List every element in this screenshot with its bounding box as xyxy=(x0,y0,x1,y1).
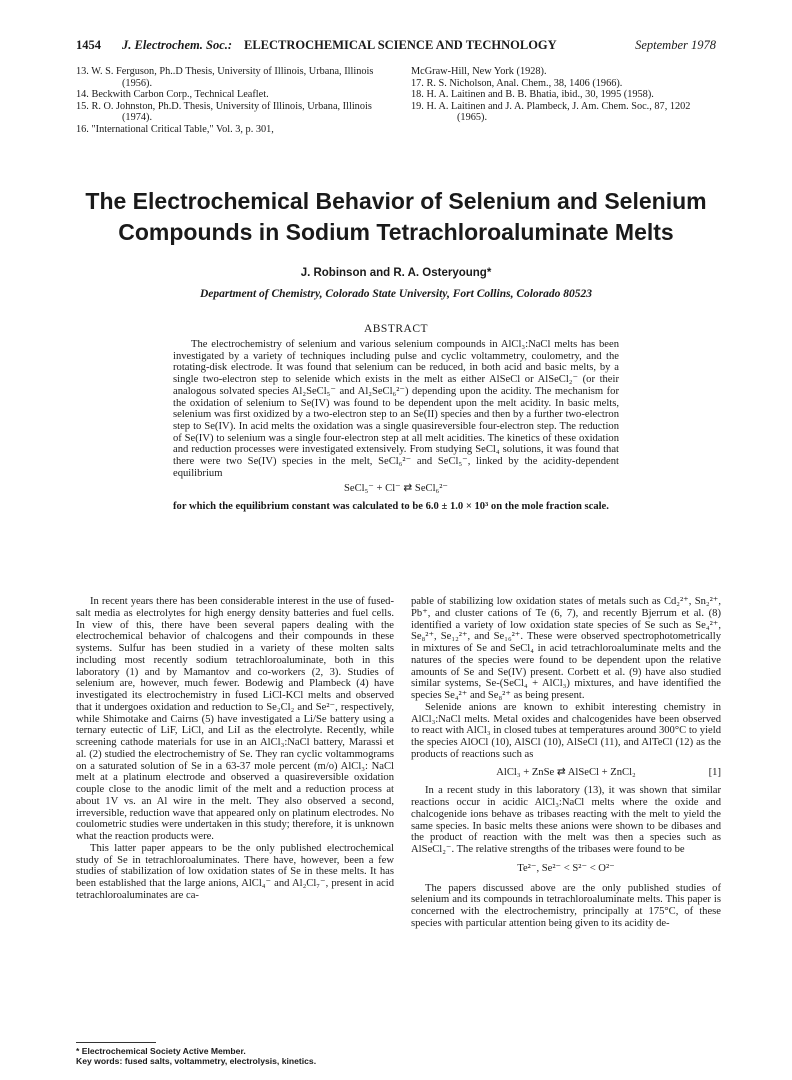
authors: J. Robinson and R. A. Osteryoung* xyxy=(300,267,492,279)
body-paragraph: In a recent study in this laboratory (13), it was shown that similar reactions occur in acidic AlCl₃:NaCl melts where the oxide and chalcogenide ions behave as tribases reacting with the melt to yield the same species. In basic melts these anions were shown to be dibases and the product of reaction with the melt was then a species such as AlSeCl₂⁻. The relative strengths of the tribases were found to be xyxy=(411,785,721,855)
body-paragraph: This latter paper appears to be the only published electrochemical study of Se in tetrachloroaluminates. There have, however, been a few studies of stabilization of low oxidation states of Se in these melts. It has been established that the large anions, AlCl₄⁻ and Al₂Cl₇⁻, present in acid tetrachloroaluminates are ca- xyxy=(76,842,394,901)
journal-name: J. Electrochem. Soc.: xyxy=(122,38,233,52)
running-head xyxy=(76,38,716,56)
footnotes xyxy=(76,1046,394,1066)
title-line-2: Compounds in Sodium Tetrachloroaluminate Melts xyxy=(118,219,674,245)
reference-item: 19. H. A. Laitinen and J. A. Plambeck, J. Am. Chem. Soc., 87, 1202 (1965). xyxy=(411,100,691,124)
abstract-equation: SeCl₅⁻ + Cl⁻ ⇄ SeCl₆²⁻ xyxy=(344,483,448,495)
reference-item: McGraw-Hill, New York (1928). xyxy=(411,66,547,77)
body-paragraph: The papers discussed above are the only published studies of selenium and its compounds in tetrachloroaluminate melts. This paper is concerned with the electrochemistry, principally at 175°C, of these species with particular attention being given to its acidity de- xyxy=(411,882,721,929)
reference-item: 13. W. S. Ferguson, Ph..D Thesis, University of Illinois, Urbana, Illinois (1956). xyxy=(76,66,374,89)
affiliation: Department of Chemistry, Colorado State University, Fort Collins, Colorado 80523 xyxy=(199,288,593,300)
body-paragraph: pable of stabilizing low oxidation states of metals such as Cd₂²⁺, Sn₂²⁺, Pb⁺, and cluster cations of Te (6, 7), and recently Bjerrum et al. (8) identified a variety of low oxidation state species of Se such as Se₄²⁺, Se₈²⁺, Se₁₂²⁺, and Se₁₆²⁺. These were observed spectrophotometrically in mixtures of Se and SeCl₄ in acid tetrachloroaluminate melts and the natures of the species were found to be dependent upon the relative amounts of Se and Se(IV) present. Corbett et al. (9) have also studied similar systems, Se-(SeCl₄ + AlCl₃) mixtures, and have identified the species Se₄²⁺ and Se₈²⁺ as being present. xyxy=(411,596,721,701)
body-left-column xyxy=(76,596,394,902)
reference-item: 18. H. A. Laitinen and B. B. Bhatia, ibid., 30, 1995 (1958). xyxy=(411,89,654,101)
body-right-column xyxy=(411,596,721,930)
reference-item: 14. Beckwith Carbon Corp., Technical Leaflet. xyxy=(76,89,269,101)
abstract xyxy=(173,339,619,513)
reference-item: 16. "International Critical Table," Vol. 3, p. 301, xyxy=(76,123,274,135)
abstract-heading: ABSTRACT xyxy=(363,323,429,335)
reaction-text: AlCl₃ + ZnSe ⇄ AlSeCl + ZnCl₂ xyxy=(496,766,636,778)
section-name: ELECTROCHEMICAL SCIENCE AND TECHNOLOGY xyxy=(244,38,557,52)
title-line-1: The Electrochemical Behavior of Selenium and Selenium xyxy=(85,188,707,214)
abstract-paragraph-conclusion: for which the equilibrium constant was calculated to be 6.0 ± 1.0 × 10³ on the mole fraction scale. xyxy=(173,501,609,513)
footnote-divider xyxy=(76,1042,156,1043)
reaction-equation xyxy=(411,767,721,779)
issue-date: September 1978 xyxy=(635,38,716,52)
references-right-column xyxy=(411,66,721,124)
article-title xyxy=(60,186,732,248)
abstract-paragraph: The electrochemistry of selenium and various selenium compounds in AlCl₃:NaCl melts has been investigated by a variety of techniques including pulse and cyclic voltammetry, coulometry, and the rotating-disk electrode. It was found that selenium can be reduced, in both acid and basic melts, by a single two-electron step to selenide which exists in the melt as either AlSeCl or AlSeCl₂⁻ (or their analogous solvated species Al₂SeCl₅⁻ and Al₂SeCl₆²⁻) depending upon the acidity. The mechanism for the oxidation of selenium to Se(IV) was found to be dependent upon the melt acidity. In basic melts, selenium was first oxidized by a two-electron step to an Se(II) species and then by a further two-electron step to Se(IV). In acid melts the oxidation was a single quasireversible four-electron step. The reduction of Se(IV) to selenium was a single four-electron step at all melt acidities. The kinetics of these oxidation and reduction processes were investigated extensively. From studying SeCl₄ solutions, it was found that there were two Se(IV) species in the melt, SeCl₆²⁻ and SeCl₅⁻, linked by the acidity-dependent equilibrium xyxy=(173,339,619,479)
body-paragraph: In recent years there has been considerable interest in the use of fused-salt media as electrolytes for high energy density batteries and fuel cells. In view of this, there have been several papers dealing with the electrochemical behavior of chalcogens and their compounds in these systems. Sulfur has been studied in a variety of these molten salts including most recently sodium tetrachloroaluminate, both in this laboratory (1) and by Mamantov and co-workers (2, 3). Studies of selenium are, however, much fewer. Bodewig and Plambeck (4) have investigated its electrochemistry in fused LiCl-KCl melts and observed that it undergoes oxidation and reduction to Se₂Cl₂ and Se²⁻, respectively, while Shimotake and Cairns (5) have investigated a Li/Se battery using a ternary eutectic of LiF, LiCl, and LiI as the electrolyte. Recently, while screening cathode materials for use in an AlCl₃:NaCl battery, Marassi et al. (2) studied the electrochemistry of Se. They ran cyclic voltammograms on a saturated solution of Se in a 63-37 mole percent (m/o) AlCl₃: NaCl melt at a platinum electrode and observed a quasireversible oxidation couple close to the anodic limit of the melt and a reduction process at about 1V vs. an Al wire in the melt. They also observed a second, irreversible, reduction wave that appeared only on platinum electrodes. No coulometric studies were undertaken in this study; therefore, it is unknown what the reaction products were. xyxy=(76,596,394,842)
reference-item: 17. R. S. Nicholson, Anal. Chem., 38, 1406 (1966). xyxy=(411,77,623,89)
page-number: 1454 xyxy=(76,38,101,52)
equation-number: [1] xyxy=(708,766,721,778)
footnote-keywords: Key words: fused salts, voltammetry, electrolysis, kinetics. xyxy=(76,1056,317,1066)
references-left-column xyxy=(76,66,394,136)
base-strength-relation: Te²⁻, Se²⁻ < S²⁻ < O²⁻ xyxy=(517,862,615,874)
footnote-membership: * Electrochemical Society Active Member. xyxy=(76,1046,246,1056)
body-paragraph: Selenide anions are known to exhibit interesting chemistry in AlCl₃:NaCl melts. Metal oxides and chalcogenides have been observed to react with AlCl₃ in closed tubes at temperatures around 300°C to yield the species AlOCl (10), AlSCl (10), AlSeCl (11), and AlTeCl (12) as the products of reactions such as xyxy=(411,701,721,760)
reference-item: 15. R. O. Johnston, Ph.D. Thesis, University of Illinois, Urbana, Illinois (1974). xyxy=(76,100,372,124)
